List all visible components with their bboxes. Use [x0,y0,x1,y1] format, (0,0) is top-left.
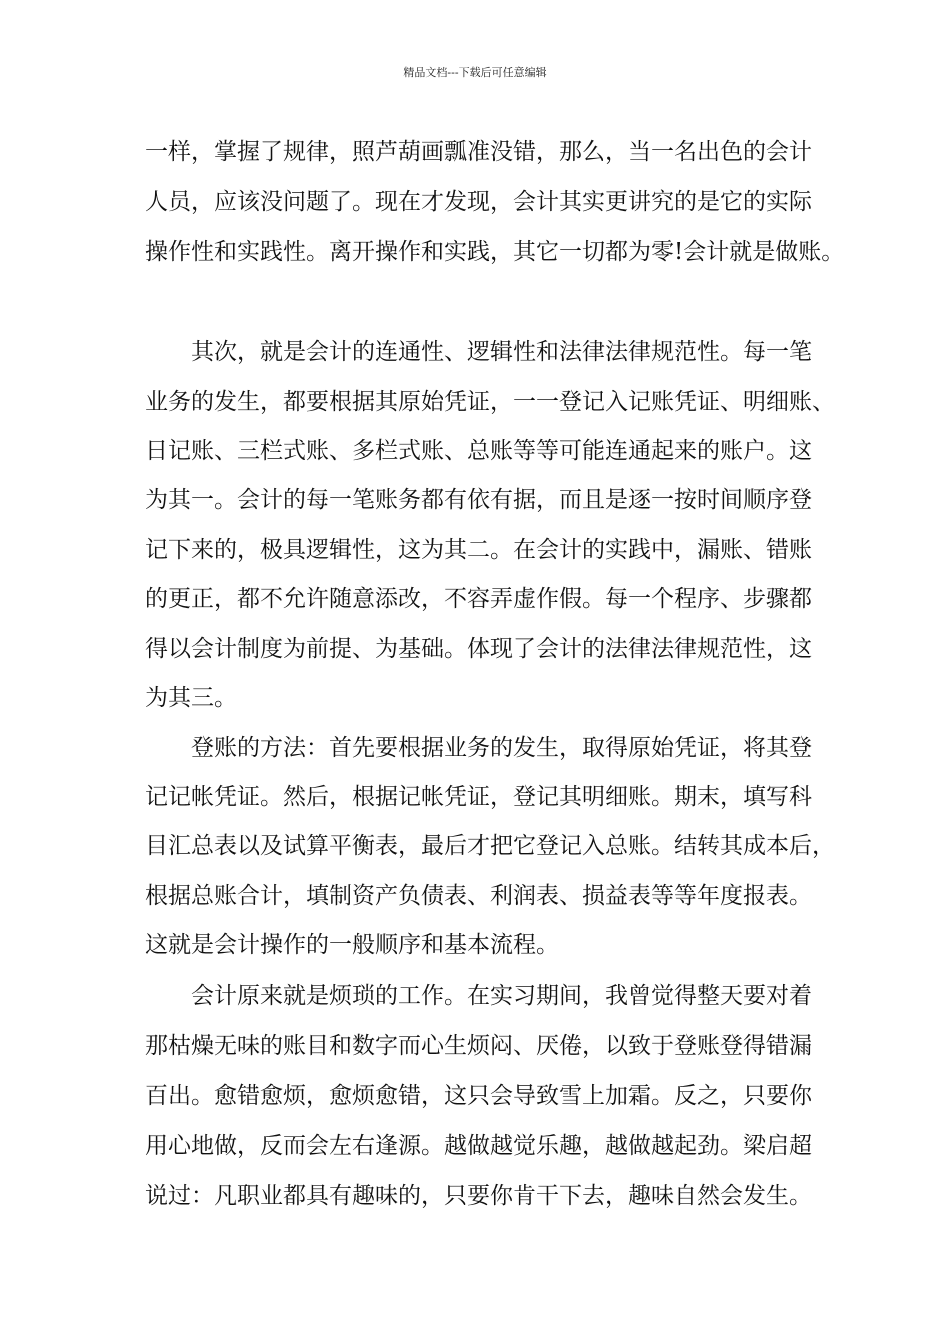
paragraph-1-line-3: 操作性和实践性。离开操作和实践，其它一切都为零!会计就是做账。 [145,239,845,265]
paragraph-2-line-4: 为其一。会计的每一笔账务都有依有据，而且是逐一按时间顺序登 [145,487,812,513]
paragraph-4-line-1: 会计原来就是烦琐的工作。在实习期间，我曾觉得整天要对着 [191,983,812,1009]
paragraph-2-line-3: 日记账、三栏式账、多栏式账、总账等等可能连通起来的账户。这 [145,438,812,464]
paragraph-2-line-5: 记下来的，极具逻辑性，这为其二。在会计的实践中，漏账、错账 [145,537,812,563]
page-header: 精品文档---下载后可任意编辑 [403,66,547,79]
paragraph-2-line-8: 为其三。 [145,685,237,711]
paragraph-3-line-1: 登账的方法：首先要根据业务的发生，取得原始凭证，将其登 [191,735,812,761]
paragraph-4-line-3: 百出。愈错愈烦，愈烦愈错，这只会导致雪上加霜。反之，只要你 [145,1083,812,1109]
paragraph-2-line-7: 得以会计制度为前提、为基础。体现了会计的法律法律规范性，这 [145,636,812,662]
paragraph-3-line-5: 这就是会计操作的一般顺序和基本流程。 [145,932,559,958]
paragraph-1-line-2: 人员，应该没问题了。现在才发现，会计其实更讲究的是它的实际 [145,189,812,215]
paragraph-4-line-2: 那枯燥无味的账目和数字而心生烦闷、厌倦，以致于登账登得错漏 [145,1033,812,1059]
paragraph-3-line-2: 记记帐凭证。然后，根据记帐凭证，登记其明细账。期末，填写科 [145,784,812,810]
paragraph-3-line-4: 根据总账合计，填制资产负债表、利润表、损益表等等年度报表。 [145,883,812,909]
paragraph-4-line-5: 说过：凡职业都具有趣味的，只要你肯干下去，趣味自然会发生。 [145,1183,812,1209]
paragraph-2-line-1: 其次，就是会计的连通性、逻辑性和法律法律规范性。每一笔 [191,339,812,365]
paragraph-2-line-6: 的更正，都不允许随意添改，不容弄虚作假。每一个程序、步骤都 [145,586,812,612]
paragraph-2-line-2: 业务的发生，都要根据其原始凭证，一一登记入记账凭证、明细账、 [145,389,835,415]
paragraph-4-line-4: 用心地做，反而会左右逢源。越做越觉乐趣，越做越起劲。梁启超 [145,1133,812,1159]
paragraph-1-line-1: 一样，掌握了规律，照芦葫画瓢准没错，那么，当一名出色的会计 [145,139,812,165]
paragraph-3-line-3: 目汇总表以及试算平衡表，最后才把它登记入总账。结转其成本后， [145,833,835,859]
